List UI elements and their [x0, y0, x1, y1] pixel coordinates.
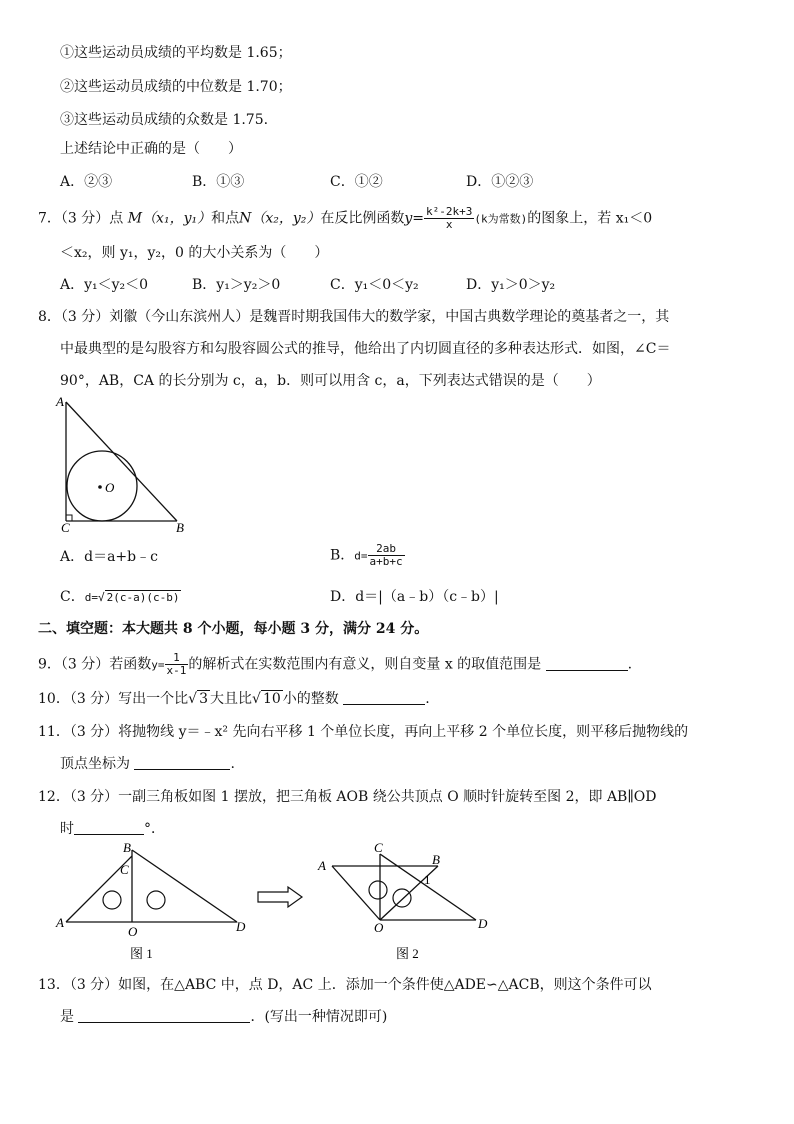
q12-text-a: 时 — [60, 821, 74, 837]
q11-end: . — [230, 756, 235, 772]
fig2-label-b: B — [432, 852, 440, 867]
q11-line1: 11．（3 分）将抛物线 y＝﹣x² 先向右平移 1 个单位长度，再向上平移 2 个单位长度，则平移后抛物线的 — [38, 724, 689, 740]
q8-option-d: D．d＝|（a﹣b）（c﹣b）| — [330, 589, 499, 605]
q7-k-const: (k为常数) — [474, 212, 528, 226]
q6-option-d: D．①②③ — [466, 174, 534, 190]
q8-option-b-fraction — [368, 543, 405, 568]
q9-fraction — [165, 652, 189, 677]
q7-fraction — [424, 206, 474, 231]
q6-option-b: B．①③ — [192, 174, 245, 190]
label-b: B — [176, 520, 184, 534]
q10-end: . — [425, 691, 430, 707]
q7-option-a: A．y₁＜y₂＜0 — [60, 277, 149, 293]
q7-fraction-numerator: k²-2k+3 — [426, 205, 473, 218]
q7-number: 7．（3 分）点 — [38, 210, 124, 227]
q8-line1: 8．（3 分）刘徽（今山东滨州人）是魏晋时期我国伟大的数学家，中国古典数学理论的奠基者之一，其 — [38, 309, 670, 325]
fig2-label-1: 1 — [424, 872, 431, 887]
q9-line — [38, 652, 632, 677]
q7-tail: 的图象上，若 x₁＜0 — [527, 210, 653, 227]
q13-text-a: 是 — [60, 1009, 74, 1025]
q7-option-d: D．y₁＞0＞y₂ — [466, 277, 556, 293]
q8-option-b-lhs: d= — [354, 549, 368, 563]
fig1-label-b: B — [123, 840, 131, 855]
fig1-label-d: D — [236, 919, 246, 934]
fig1-label-o: O — [128, 924, 138, 939]
q9-text-a: 9．（3 分）若函数 — [38, 656, 152, 673]
q9-text-b: 的解析式在实数范围内有意义，则自变量 x 的取值范围是 — [188, 656, 542, 673]
fig2-caption: 图 2 — [396, 946, 419, 961]
label-a: A — [56, 394, 64, 409]
section-2-heading: 二、填空题：本大题共 8 个小题，每小题 3 分，满分 24 分。 — [38, 621, 429, 637]
q8-line2: 中最典型的是勾股容方和勾股容圆公式的推导，他给出了内切圆直径的多种表达形式．如图，∠C＝ — [60, 341, 671, 357]
fig2-label-o: O — [374, 920, 384, 935]
q7-line2: ＜x₂，则 y₁，y₂，0 的大小关系为（ ） — [60, 245, 329, 261]
q8-option-c-prefix: C． — [60, 589, 85, 605]
q9-y-eq: y= — [151, 658, 165, 672]
fig2-label-c: C — [374, 840, 383, 855]
label-o: O — [105, 480, 115, 495]
q9-end: . — [627, 656, 633, 673]
q12-text-b: °． — [144, 821, 165, 837]
q7-and: 和点 — [211, 210, 240, 227]
fig1-label-c: C — [120, 862, 129, 877]
q12-line1: 12．（3 分）一副三角板如图 1 摆放，把三角板 AOB 绕公共顶点 O 顺时针旋转至图 2，即 AB∥OD — [38, 789, 657, 805]
q11-text: 顶点坐标为 — [60, 756, 130, 772]
q7-y-eq: y= — [404, 210, 425, 227]
fig2-label-d: D — [478, 916, 488, 931]
q7-option-b: B．y₁＞y₂＞0 — [192, 277, 281, 293]
statement-3: ③这些运动员成绩的众数是 1.75. — [60, 112, 269, 128]
point-m: M — [127, 210, 143, 227]
q10-answer-blank[interactable] — [343, 690, 425, 705]
q6-option-c: C．①② — [330, 174, 383, 190]
statement-2: ②这些运动员成绩的中位数是 1.70； — [60, 79, 292, 95]
q13-line2 — [60, 1008, 387, 1026]
q10-text-b: 大且比 — [210, 691, 253, 707]
q8-option-b-denominator: a+b+c — [369, 555, 403, 568]
point-n-coords: （x₂，y₂） — [251, 210, 321, 227]
q8-option-b-prefix: B． — [330, 547, 355, 564]
point-m-coords: （x₁，y₁） — [142, 210, 212, 227]
label-c: C — [61, 520, 70, 534]
q12-line2 — [60, 820, 165, 838]
q11-answer-blank[interactable] — [134, 755, 230, 770]
q6-option-a: A．②③ — [60, 174, 113, 190]
q10-radicand-2: 10 — [262, 691, 281, 707]
q7-func-text: 在反比例函数 — [320, 210, 405, 227]
q7-fraction-denominator: x — [445, 218, 453, 231]
incircle-triangle-figure — [52, 394, 202, 534]
q8-line3: 90°，AB，CA 的长分别为 c，a，b．则可以用含 c，a，下列表达式错误的是（ ） — [60, 373, 601, 389]
q9-numerator: 1 — [165, 652, 189, 665]
q13-text-b: ．(写出一种情况即可) — [250, 1009, 388, 1025]
q9-answer-blank[interactable] — [546, 656, 628, 671]
q7-line1 — [38, 206, 652, 231]
q12-answer-blank[interactable] — [74, 820, 144, 835]
q8-option-c-lhs: d= — [84, 591, 98, 604]
point-n: N — [239, 210, 252, 227]
q11-line2 — [60, 755, 235, 773]
right-arrow-icon — [256, 885, 306, 909]
fig1-label-a: A — [56, 915, 64, 930]
q8-option-c-radicand: 2(c-a)(c-b) — [106, 591, 180, 604]
q10-text-a: 10．（3 分）写出一个比 — [38, 691, 189, 707]
q13-answer-blank[interactable] — [78, 1008, 250, 1023]
q13-line1: 13．（3 分）如图，在△ABC 中，点 D，AC 上．添加一个条件使△ADE∽△ACB，则这个条件可以 — [38, 977, 652, 993]
q7-option-c: C．y₁＜0＜y₂ — [330, 277, 419, 293]
q10-radicand-1: 3 — [199, 691, 209, 707]
statement-1: ①这些运动员成绩的平均数是 1.65； — [60, 45, 292, 61]
fig1-caption: 图 1 — [130, 946, 153, 961]
set-square-figure-1 — [52, 838, 262, 964]
q8-option-a: A．d＝a+b﹣c — [60, 549, 158, 565]
q6-prompt: 上述结论中正确的是（ ） — [60, 141, 242, 157]
set-square-figure-2 — [314, 838, 504, 964]
q10-line: 10．（3 分）写出一个比√ 3 大且比√ 10 小的整数 . — [38, 691, 430, 707]
q8-option-c: C．d=√ 2(c-a)(c-b) — [60, 589, 180, 605]
q10-text-c: 小的整数 — [282, 691, 339, 707]
fig2-label-a: A — [318, 858, 326, 873]
q8-option-b — [330, 543, 405, 568]
q8-option-b-numerator: 2ab — [368, 543, 405, 556]
q9-denominator: x-1 — [166, 664, 187, 677]
